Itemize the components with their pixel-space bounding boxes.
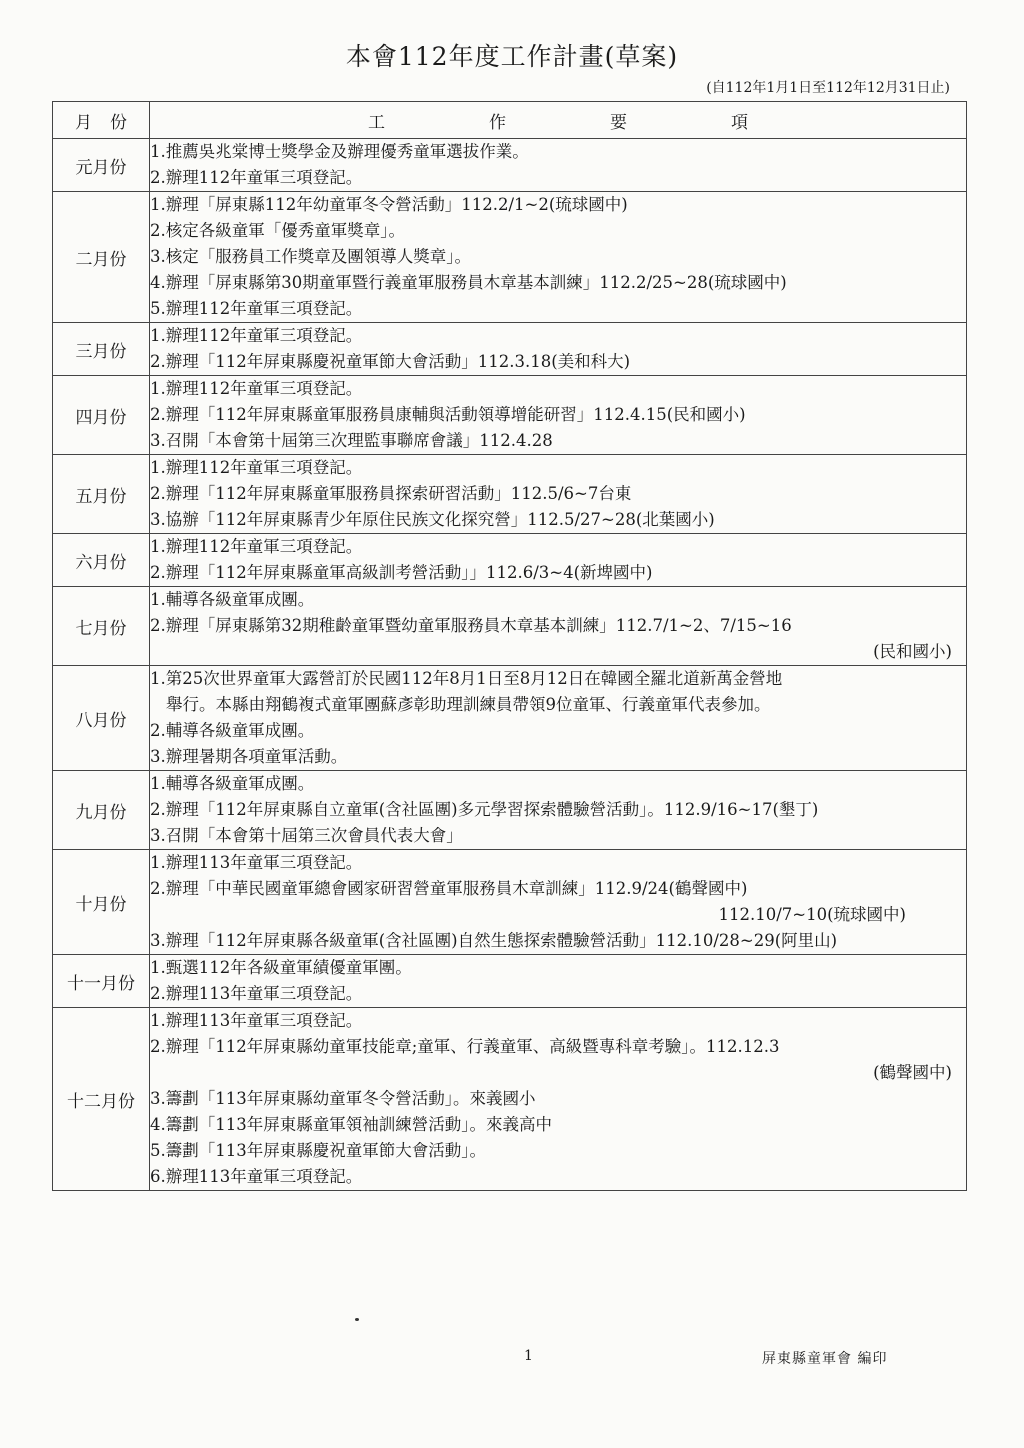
document-title: 本會112年度工作計畫(草案) xyxy=(345,42,679,71)
header-char: 要 xyxy=(610,112,627,133)
header-char: 項 xyxy=(731,112,748,133)
items-cell xyxy=(150,587,967,666)
item-line: 6.辦理113年童軍三項登記。 xyxy=(150,1167,363,1186)
scan-speck xyxy=(355,1318,359,1321)
item-line: 2.核定各級童軍「優秀童軍獎章」。 xyxy=(150,221,405,240)
items-cell xyxy=(150,455,967,534)
item-line: 舉行。本縣由翔鶴複式童軍團蘇彥彰助理訓練員帶領9位童軍、行義童軍代表參加。 xyxy=(166,695,771,714)
month-cell: 十二月份 xyxy=(53,1008,150,1191)
header-work-items xyxy=(150,102,967,139)
table-row xyxy=(53,534,967,587)
month-cell: 三月份 xyxy=(53,323,150,376)
item-line: 1.第25次世界童軍大露營訂於民國112年8月1日至8月12日在韓國全羅北道新萬金營地 xyxy=(150,669,783,688)
items-cell xyxy=(150,1008,967,1191)
month-cell: 七月份 xyxy=(53,587,150,666)
item-line: 2.辦理113年童軍三項登記。 xyxy=(150,984,363,1003)
item-line: 2.辦理112年童軍三項登記。 xyxy=(150,168,363,187)
items-cell xyxy=(150,323,967,376)
item-line: 1.辦理113年童軍三項登記。 xyxy=(150,1011,363,1030)
item-line: 1.辦理112年童軍三項登記。 xyxy=(150,458,363,477)
item-line: 2.辦理「屏東縣第32期稚齡童軍暨幼童軍服務員木章基本訓練」112.7/1~2、7/15~16 xyxy=(150,616,792,635)
header-char: 工 xyxy=(368,112,385,133)
item-line: 2.辦理「112年屏東縣童軍服務員康輔與活動領導增能研習」112.4.15(民和國小) xyxy=(150,405,746,424)
month-cell: 八月份 xyxy=(53,666,150,771)
item-line: 112.10/7~10(琉球國中) xyxy=(718,905,906,924)
item-line: 1.辦理112年童軍三項登記。 xyxy=(150,326,363,345)
month-cell: 五月份 xyxy=(53,455,150,534)
month-cell: 元月份 xyxy=(53,139,150,192)
table-row xyxy=(53,771,967,850)
table-row xyxy=(53,323,967,376)
month-cell: 十一月份 xyxy=(53,955,150,1008)
page-number: 1 xyxy=(524,1348,533,1364)
work-plan-table xyxy=(52,101,967,1191)
month-cell: 二月份 xyxy=(53,192,150,323)
item-line: 2.辦理「中華民國童軍總會國家研習營童軍服務員木章訓練」112.9/24(鶴聲國中) xyxy=(150,879,748,898)
item-line: 1.辦理113年童軍三項登記。 xyxy=(150,853,363,872)
items-cell xyxy=(150,666,967,771)
table-row xyxy=(53,955,967,1008)
table-header-row xyxy=(53,102,967,139)
item-line: 1.辦理112年童軍三項登記。 xyxy=(150,537,363,556)
item-line: 3.籌劃「113年屏東縣幼童軍冬令營活動」。來義國小 xyxy=(150,1089,536,1108)
item-line: 1.輔導各級童軍成團。 xyxy=(150,590,315,609)
items-cell xyxy=(150,771,967,850)
items-cell xyxy=(150,534,967,587)
item-line: 2.辦理「112年屏東縣童軍高級訓考營活動」」112.6/3~4(新埤國中) xyxy=(150,563,653,582)
item-line: 2.辦理「112年屏東縣慶祝童軍節大會活動」112.3.18(美和科大) xyxy=(150,352,631,371)
item-line: 2.辦理「112年屏東縣自立童軍(含社區團)多元學習探索體驗營活動」。112.9/16~17(墾丁) xyxy=(150,800,819,819)
table-row xyxy=(53,455,967,534)
item-line: 1.辦理「屏東縣112年幼童軍冬令營活動」112.2/1~2(琉球國中) xyxy=(150,195,628,214)
item-line: 4.籌劃「113年屏東縣童軍領袖訓練營活動」。來義高中 xyxy=(150,1115,552,1134)
month-cell: 十月份 xyxy=(53,850,150,955)
document-period: (自112年1月1日至112年12月31日止) xyxy=(706,80,950,96)
table-row xyxy=(53,376,967,455)
month-cell: 六月份 xyxy=(53,534,150,587)
item-line: 2.輔導各級童軍成團。 xyxy=(150,721,315,740)
header-char: 作 xyxy=(489,112,506,133)
item-line: 3.協辦「112年屏東縣青少年原住民族文化探究營」112.5/27~28(北葉國小) xyxy=(150,510,715,529)
item-line: 1.推薦吳兆棠博士獎學金及辦理優秀童軍選拔作業。 xyxy=(150,142,529,161)
item-line: 3.辦理「112年屏東縣各級童軍(含社區團)自然生態探索體驗營活動」112.10/28~29(阿里山) xyxy=(150,931,838,950)
publisher-credit: 屏東縣童軍會 編印 xyxy=(762,1351,888,1367)
item-line: 3.召開「本會第十屆第三次會員代表大會」 xyxy=(150,826,463,845)
item-line: 2.辦理「112年屏東縣童軍服務員探索研習活動」112.5/6~7台東 xyxy=(150,484,632,503)
item-line: (民和國小) xyxy=(873,642,952,661)
item-line: 2.辦理「112年屏東縣幼童軍技能章;童軍、行義童軍、高級暨專科章考驗」。112.12.3 xyxy=(150,1037,780,1056)
items-cell xyxy=(150,192,967,323)
table-row xyxy=(53,850,967,955)
items-cell xyxy=(150,850,967,955)
item-line: 3.辦理暑期各項童軍活動。 xyxy=(150,747,348,766)
table-row xyxy=(53,666,967,771)
item-line: 3.核定「服務員工作獎章及團領導人獎章」。 xyxy=(150,247,471,266)
items-cell xyxy=(150,139,967,192)
item-line: 1.甄選112年各級童軍績優童軍團。 xyxy=(150,958,412,977)
item-line: 5.籌劃「113年屏東縣慶祝童軍節大會活動」。 xyxy=(150,1141,486,1160)
items-cell xyxy=(150,955,967,1008)
table-row xyxy=(53,139,967,192)
item-line: 3.召開「本會第十屆第三次理監事聯席會議」112.4.28 xyxy=(150,431,553,450)
item-line: 5.辦理112年童軍三項登記。 xyxy=(150,299,363,318)
table-row xyxy=(53,587,967,666)
month-cell: 九月份 xyxy=(53,771,150,850)
table-row xyxy=(53,192,967,323)
header-month: 月份 xyxy=(53,102,150,139)
item-line: 1.辦理112年童軍三項登記。 xyxy=(150,379,363,398)
item-line: (鶴聲國中) xyxy=(873,1063,952,1082)
items-cell xyxy=(150,376,967,455)
table-row xyxy=(53,1008,967,1191)
item-line: 4.辦理「屏東縣第30期童軍暨行義童軍服務員木章基本訓練」112.2/25~28(琉球國中) xyxy=(150,273,787,292)
item-line: 1.輔導各級童軍成團。 xyxy=(150,774,315,793)
month-cell: 四月份 xyxy=(53,376,150,455)
